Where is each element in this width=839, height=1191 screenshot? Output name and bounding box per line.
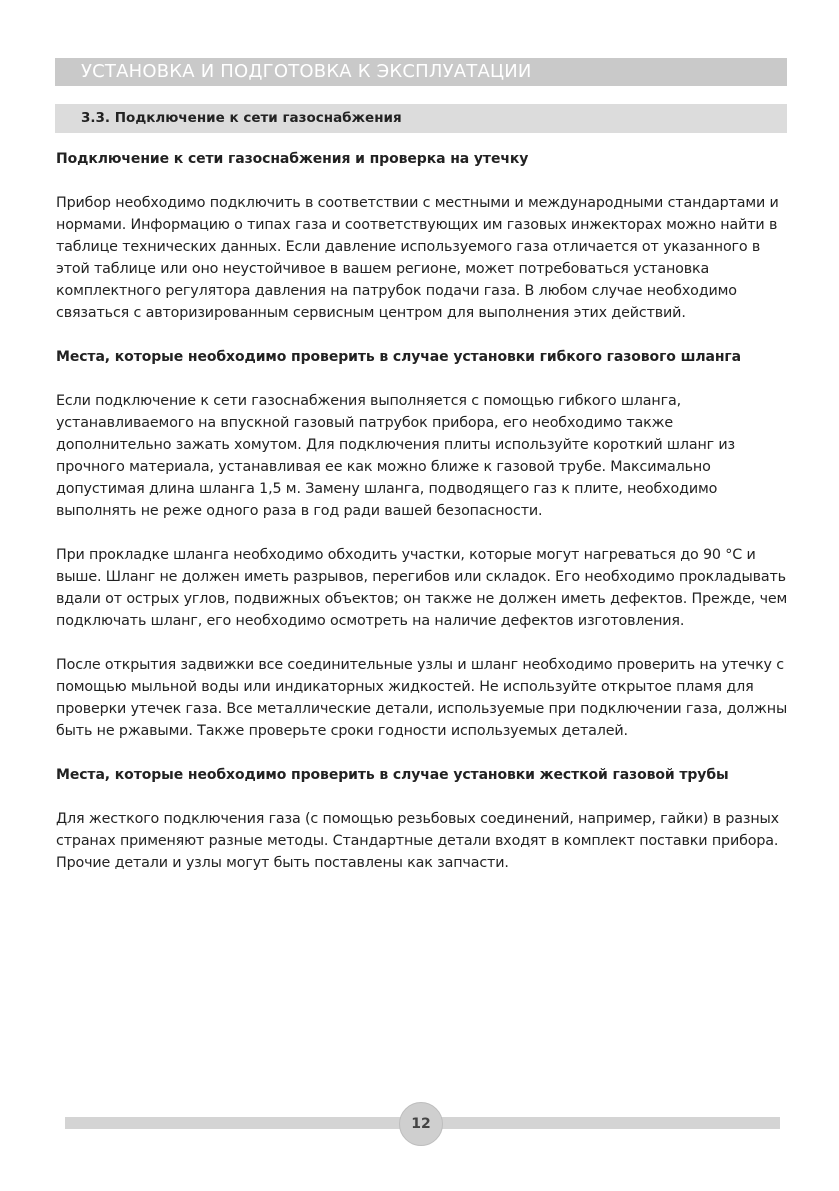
section-header-bar	[55, 104, 787, 133]
paragraph-leak-test: После открытия задвижки все соединительные узлы и шланг необходимо проверить на утечку с помощью мыльной воды или индикаторных жидкостей. Не используйте открытое пламя для проверки утечек газа. Все металлические детали, используемые при подключении газа, должны быть не ржавыми. Также проверьте сроки годности используемых деталей.	[56, 657, 788, 739]
subheading-rigid-pipe: Места, которые необходимо проверить в случае установки жесткой газовой трубы	[56, 767, 729, 783]
paragraph-rigid-connection: Для жесткого подключения газа (с помощью резьбовых соединений, например, гайки) в разных странах применяют разные методы. Стандартные детали входят в комплект поставки прибора. Прочие детали и узлы могут быть поставлены как запчасти.	[56, 811, 779, 871]
document-body	[56, 148, 791, 874]
paragraph-hose-clamp: Если подключение к сети газоснабжения выполняется с помощью гибкого шланга, устанавливаемого на впускной газовый патрубок прибора, его необходимо также дополнительно зажать хомутом. Для подключения плиты используйте короткий шланг из прочного материала, устанавливая ее как можно ближе к газовой трубе. Максимально допустимая длина шланга 1,5 м. Замену шланга, подводящего газ к плите, необходимо выполнять не реже одного раза в год ради вашей безопасности.	[56, 393, 736, 519]
chapter-title: УСТАНОВКА И ПОДГОТОВКА К ЭКСПЛУАТАЦИИ	[81, 61, 532, 82]
page-number-badge: 12	[399, 1102, 443, 1146]
subheading-flexible-hose: Места, которые необходимо проверить в случае установки гибкого газового шланга	[56, 349, 741, 365]
paragraph-hose-routing: При прокладке шланга необходимо обходить участки, которые могут нагреваться до 90 °C и выше. Шланг не должен иметь разрывов, перегибов или складок. Его необходимо прокладывать вдали от острых углов, подвижных объектов; он также не должен иметь дефектов. Прежде, чем подключать шланг, его необходимо осмотреть на наличие дефектов изготовления.	[56, 547, 788, 629]
chapter-header-bar	[55, 58, 787, 86]
section-title: 3.3. Подключение к сети газоснабжения	[81, 110, 402, 126]
subheading-leak-check: Подключение к сети газоснабжения и проверка на утечку	[56, 151, 529, 167]
paragraph-connection-standards: Прибор необходимо подключить в соответствии с местными и международными стандартами и нормами. Информацию о типах газа и соответствующих им газовых инжекторах можно найти в таблице технических данных. Если давление используемого газа отличается от указанного в этой таблице или оно неустойчивое в вашем регионе, может потребоваться установка комплектного регулятора давления на патрубок подачи газа. В любом случае необходимо связаться с авторизированным сервисным центром для выполнения этих действий.	[56, 195, 779, 321]
